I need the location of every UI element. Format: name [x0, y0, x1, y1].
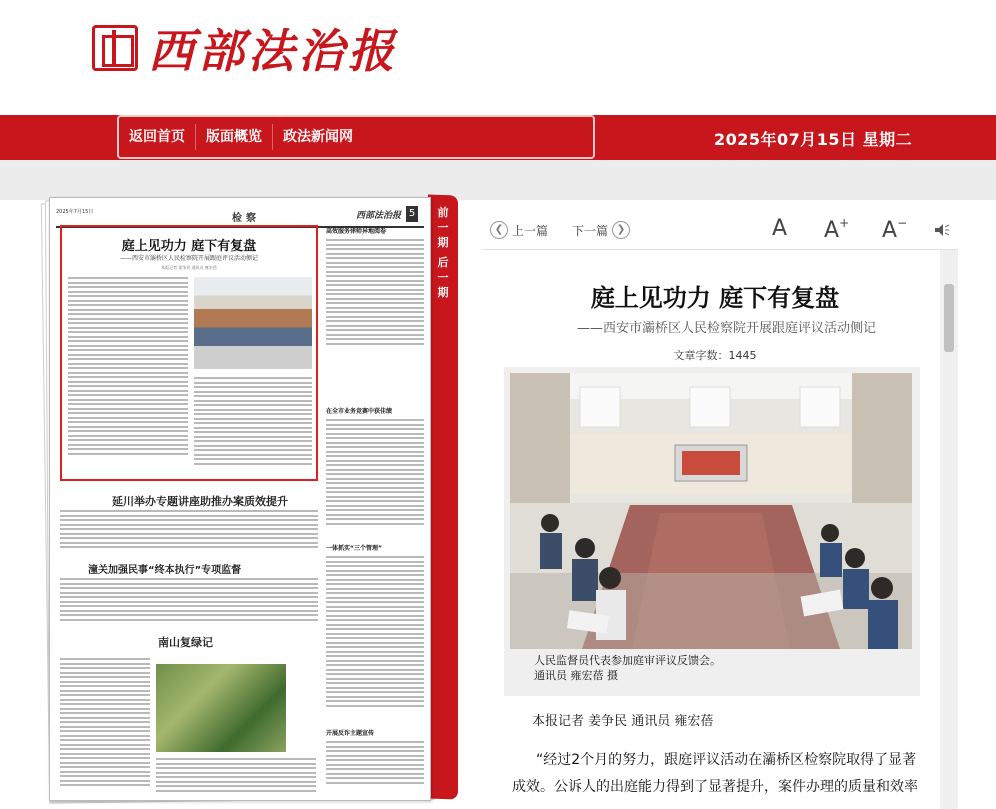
nav-home-link[interactable]: 返回首页 — [119, 124, 196, 150]
chevron-left-icon: ❮ — [490, 221, 508, 239]
next-article-button[interactable] — [572, 220, 630, 240]
page-story-photo — [156, 664, 286, 752]
caption-credit: 通讯员 雍宏蓓 摄 — [534, 669, 618, 682]
story-text-block — [156, 758, 316, 794]
background-band — [0, 160, 996, 200]
nav-overview-link[interactable]: 版面概览 — [196, 124, 273, 150]
article-paragraph: “经过2个月的努力，跟庭评议活动在灞桥区检察院取得了显著成效。公诉人的出庭能力得到了显著提升，案件办理的质量和效率 — [512, 752, 918, 795]
speaker-icon[interactable] — [934, 222, 950, 238]
nav-legal-news-link[interactable]: 政法新闻网 — [283, 129, 353, 145]
previous-article-label: 上一篇 — [512, 223, 549, 238]
font-increase-label: A — [824, 218, 840, 243]
story-text-block — [326, 419, 424, 525]
page-story-byline: 本报记者 姜争民 通讯员 雍宏蓓 — [161, 265, 217, 270]
nav-bar — [0, 115, 996, 160]
article-title: 庭上见功力 庭下有复盘 — [590, 284, 840, 312]
story-text-block — [60, 658, 150, 789]
font-normal-button[interactable] — [772, 216, 787, 241]
page-brand: 西部法治报 — [356, 211, 402, 221]
chevron-right-icon: ❯ — [612, 221, 630, 239]
side-story-title: 在全市业务竞赛中获佳绩 — [326, 408, 393, 415]
side-story[interactable] — [326, 543, 424, 709]
nav-menu — [117, 115, 595, 159]
side-story[interactable] — [326, 728, 424, 786]
side-story[interactable] — [326, 406, 424, 527]
article-content — [482, 250, 958, 809]
page-story-title: 庭上见功力 庭下有复盘 — [121, 239, 257, 254]
side-story[interactable] — [326, 226, 424, 347]
page-section: 检察 — [232, 213, 260, 224]
font-decrease-label: A — [882, 218, 898, 243]
article-panel — [482, 210, 958, 809]
article-scrollbar[interactable] — [940, 250, 958, 809]
previous-issue-link[interactable]: 前一期 — [437, 206, 449, 249]
issue-date: 2025年07月15日 星期二 — [714, 130, 913, 149]
caption-line: 人民监督员代表参加庭审评议反馈会。 — [534, 654, 721, 667]
story-text-block — [60, 510, 318, 551]
selected-story-area[interactable] — [60, 225, 318, 481]
next-issue-link[interactable]: 后一期 — [437, 256, 449, 299]
side-story-title: 开展反诈主题宣传 — [326, 730, 375, 737]
article-photo — [510, 373, 912, 649]
logo-text: 西部法治报 — [148, 24, 398, 78]
article-toolbar — [482, 210, 958, 250]
article-photo-frame — [504, 367, 920, 696]
next-article-label: 下一篇 — [572, 223, 609, 238]
page-story-photo — [194, 277, 312, 369]
previous-article-button[interactable] — [490, 220, 548, 240]
story-text-block — [68, 277, 188, 457]
story-text-block — [326, 239, 424, 345]
page-number: 5 — [406, 206, 418, 222]
plus-icon: + — [839, 216, 850, 230]
site-header — [0, 0, 996, 115]
font-increase-button[interactable] — [824, 216, 849, 243]
font-decrease-button[interactable] — [882, 216, 907, 243]
page-date: 2025年7月15日 — [56, 209, 94, 215]
site-logo[interactable] — [92, 20, 398, 76]
scrollbar-thumb[interactable] — [944, 284, 954, 352]
newspaper-page-area — [45, 195, 475, 805]
page-headline[interactable]: 潼关加强民事“终本执行”专项监督 — [88, 565, 242, 576]
newspaper-page — [49, 197, 431, 801]
page-headline[interactable]: 南山复绿记 — [158, 636, 213, 649]
story-text-block — [60, 578, 318, 623]
article-word-count: 文章字数：1445 — [673, 349, 757, 362]
font-normal-label: A — [772, 216, 788, 241]
side-story-title: 一体抓实“三个管理” — [326, 545, 382, 552]
minus-icon: − — [897, 216, 908, 230]
article-byline: 本报记者 姜争民 通讯员 雍宏蓓 — [532, 714, 714, 729]
article-photo-caption — [534, 653, 904, 683]
story-text-block — [326, 556, 424, 707]
story-text-block — [326, 741, 424, 784]
side-story-title: 高效服务律师异地阅卷 — [326, 228, 387, 235]
story-text-block — [194, 377, 312, 467]
article-subtitle: ——西安市灞桥区人民检察院开展跟庭评议活动侧记 — [576, 321, 876, 336]
page-headline[interactable]: 延川举办专题讲座助推办案质效提升 — [112, 495, 288, 508]
page-story-subtitle: ——西安市灞桥区人民检察院开展跟庭评议活动侧记 — [119, 255, 258, 262]
logo-seal-icon — [92, 25, 138, 71]
